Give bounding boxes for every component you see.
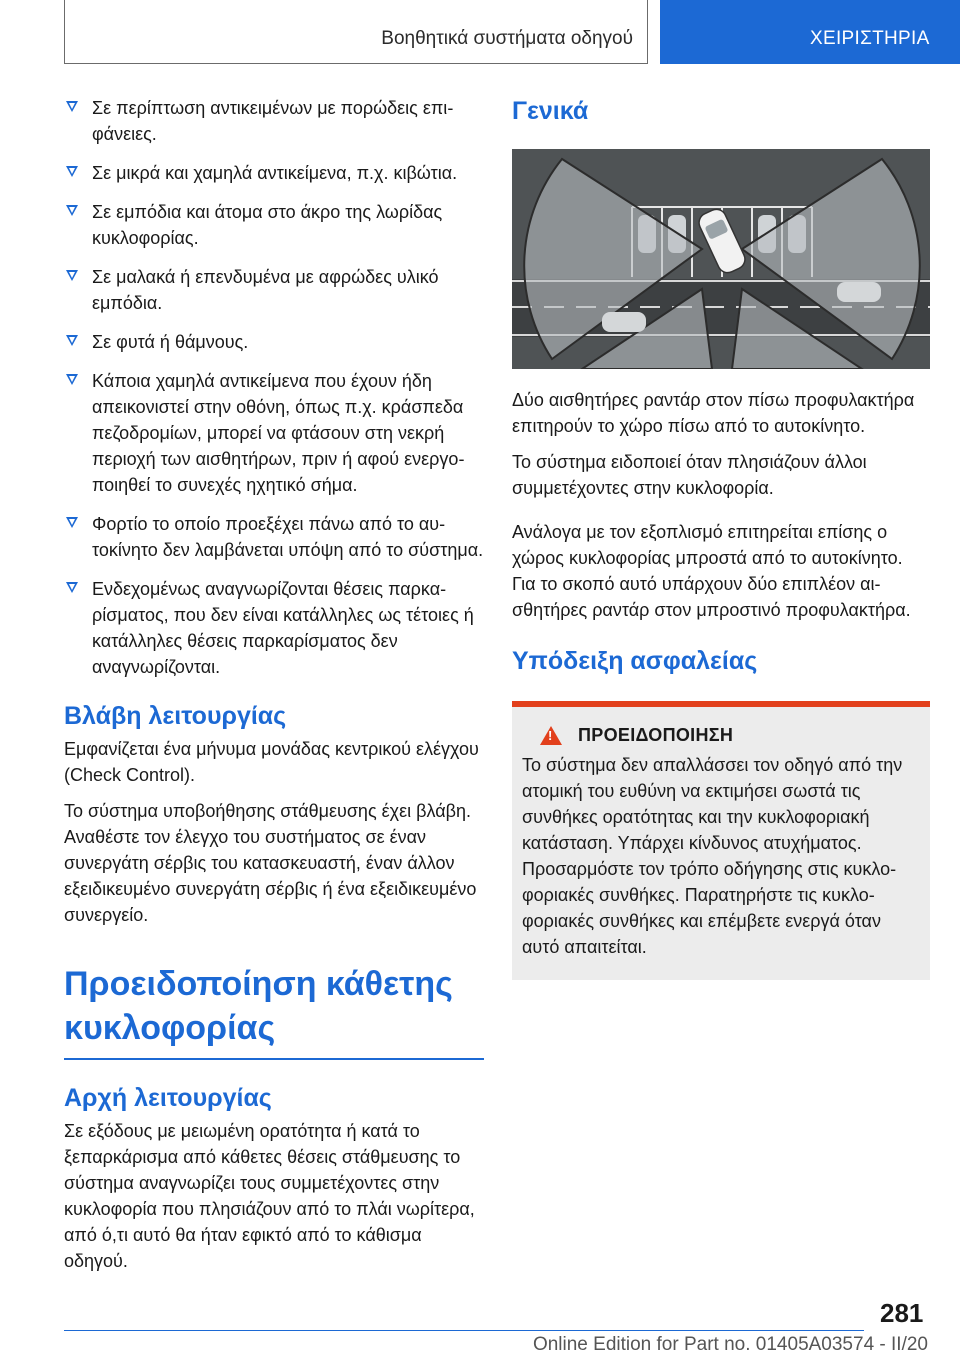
section-divider <box>64 1058 484 1060</box>
list-item: Σε μικρά και χαμηλά αντικείμενα, π.χ. κιβώτια. <box>64 160 484 186</box>
list-item: Κάποια χαμηλά αντικείμενα που έχουν ήδη απεικονιστεί στην οθόνη, όπως π.χ. κράσπεδα πεζοδρομίων, μπορεί να φτάσουν στη νεκρή περιοχή των αισθητήρων, πριν ή αφού ενεργοποιηθεί το συνεχές ηχητικό σήμα. <box>64 368 484 498</box>
triangle-bullet-icon <box>66 101 78 112</box>
warning-box <box>512 701 930 980</box>
fault-paragraph-2: Το σύστημα υποβοήθησης στάθμευσης έχει βλάβη. Αναθέστε τον έλεγχο του συστήματος σε έναν συνεργάτη σέρβις του κατασκευαστή, έναν άλλον εξειδικευμένο συνεργάτη σέρβις ή ένα εξειδικευμένο συνεργείο. <box>64 801 477 925</box>
triangle-bullet-icon <box>66 270 78 281</box>
principle-paragraph: Σε εξόδους με μειωμένη ορατότητα ή κατά το ξεπαρκάρισμα από κάθετες θέσεις στάθμευσης το σύστημα αναγνωρίζει τους συμμετέχοντες στην κυκλοφορία που πλησιάζουν από το πλάι νωρίτερα, από ό,τι αυτό θα ήταν εφικτό από το κάθισμα οδηγού. <box>64 1120 475 1271</box>
section-heading: Προειδοποίηση κάθετης κυκλοφορίας <box>64 965 453 1047</box>
triangle-bullet-icon <box>66 205 78 216</box>
general-paragraph-3: Ανάλογα με τον εξοπλισμό επιτηρείται επίσης ο χώρος κυκλοφορίας μπροστά από το αυτοκίνητο. Για το σκοπό αυτό υπάρχουν δύο επιπλέον αισθητήρες ραντάρ στον μπροστινό προφυλακτήρα. <box>512 522 911 620</box>
safety-heading: Υπόδειξη ασφαλείας <box>512 647 758 675</box>
left-column <box>64 95 484 1274</box>
list-item: Φορτίο το οποίο προεξέχει πάνω από το αυτοκίνητο δεν λαμβάνεται υπόψη από το σύστημα. <box>64 511 484 563</box>
general-paragraph-2: Το σύστημα ειδοποιεί όταν πλησιάζουν άλλοι συμμετέχοντες στην κυκλοφορία. <box>512 452 867 498</box>
general-paragraph-1: Δύο αισθητήρες ραντάρ στον πίσω προφυλακτήρα επιτηρούν το χώρο πίσω από το αυτοκίνητο. <box>512 390 915 436</box>
triangle-bullet-icon <box>66 335 78 346</box>
header-title-box <box>64 0 648 64</box>
list-item: Σε εμπόδια και άτομα στο άκρο της λωρίδας κυκλοφορίας. <box>64 199 484 251</box>
warning-title: ΠΡΟΕΙΔΟΠΟΙΗΣΗ <box>578 725 734 745</box>
general-heading: Γενικά <box>512 97 589 125</box>
edition-note: Online Edition for Part no. 01405A03574 - II/20 <box>532 1334 928 1355</box>
triangle-bullet-icon <box>66 582 78 593</box>
limitations-list <box>64 95 484 680</box>
warning-triangle-icon <box>540 726 562 745</box>
list-item: Σε περίπτωση αντικειμένων με πορώδεις επιφάνειες. <box>64 95 484 147</box>
triangle-bullet-icon <box>66 166 78 177</box>
warning-header <box>522 725 920 746</box>
triangle-bullet-icon <box>66 517 78 528</box>
cross-traffic-illustration <box>512 149 930 369</box>
chapter-title: Βοηθητικά συστήματα οδηγού <box>381 28 633 49</box>
warning-text: Το σύστημα δεν απαλλάσσει τον οδηγό από την ατομική του ευθύνη να εκτιμήσει σωστά τις συνθήκες ορατότητας και την κυκλοφοριακή κατάσταση. Υπάρχει κίνδυνος ατυχήματος. Προσαρμόστε τον τρόπο οδήγησης στις κυκλοφοριακές συνθήκες. Παρατηρήστε τις κυκλοφοριακές συνθήκες και επέμβετε ενεργά όταν αυτό απαιτείται. <box>522 755 903 957</box>
fault-paragraph-1: Εμφανίζεται ένα μήνυμα μονάδας κεντρικού ελέγχου (Check Control). <box>64 739 479 785</box>
list-item: Ενδεχομένως αναγνωρίζονται θέσεις παρκαρίσματος, που δεν είναι κατάλληλες ως τέτοιες ή κατάλληλες θέσεις παρκαρίσματος δεν αναγνωρίζονται. <box>64 576 484 680</box>
triangle-bullet-icon <box>66 374 78 385</box>
radar-coverage-diagram <box>512 149 930 369</box>
list-item: Σε μαλακά ή επενδυμένα με αφρώδες υλικό εμπόδια. <box>64 264 484 316</box>
fault-heading: Βλάβη λειτουργίας <box>64 702 287 730</box>
principle-heading: Αρχή λειτουργίας <box>64 1083 272 1112</box>
right-column <box>512 95 930 980</box>
page-number: 281 <box>880 1298 924 1328</box>
section-tab[interactable] <box>660 0 960 64</box>
footer-divider <box>64 1330 864 1331</box>
list-item: Σε φυτά ή θάμνους. <box>64 329 484 355</box>
section-tab-label: ΧΕΙΡΙΣΤΗΡΙΑ <box>810 28 930 49</box>
